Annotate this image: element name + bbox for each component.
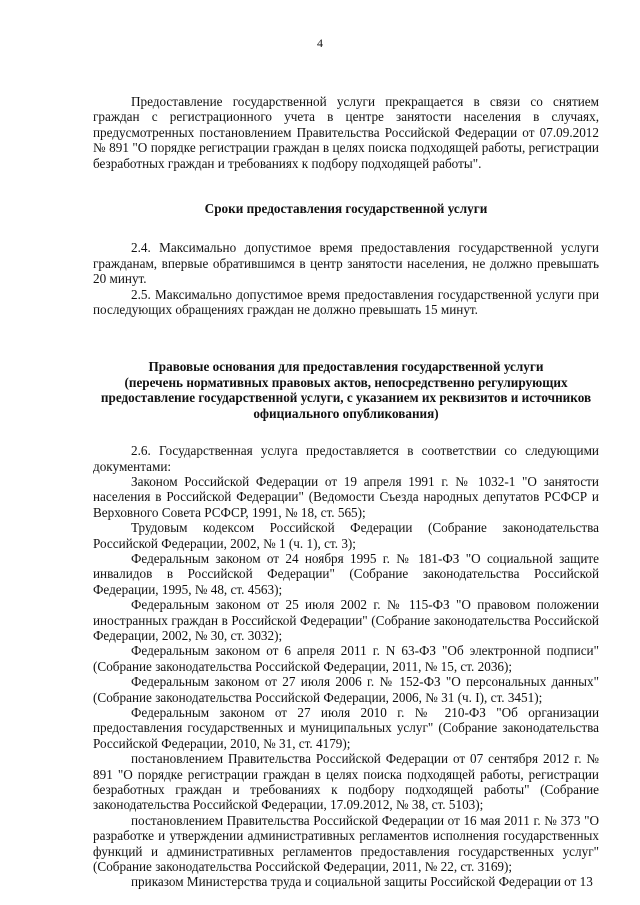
document-item: Трудовым кодексом Российской Федерации (Собрание законодательства Российской Федерации, 2002, № 1 (ч. 1), ст. 3); [93, 520, 599, 551]
document-body [93, 94, 599, 890]
document-item: Федеральным законом от 27 июля 2010 г. № 210-ФЗ "Об организации предоставления государственных и муниципальных услуг" (Собрание законодательства Российской Федерации, 2010, № 31, ст. 4179); [93, 705, 599, 751]
document-item: Федеральным законом от 25 июля 2002 г. № 115-ФЗ "О правовом положении иностранных граждан в Российской Федерации" (Собрание законодательства Российской Федерации, 2002, № 30, ст. 3032); [93, 597, 599, 643]
clause-2-6: 2.6. Государственная услуга предоставляется в соответствии со следующими документами: [93, 443, 599, 474]
clause-2-4: 2.4. Максимально допустимое время предоставления государственной услуги гражданам, впервые обратившимся в центр занятости населения, не должно превышать 20 минут. [93, 240, 599, 287]
document-item: приказом Министерства труда и социальной защиты Российской Федерации от 13 [131, 874, 593, 890]
clause-2-5: 2.5. Максимально допустимое время предоставления государственной услуги при последующих обращениях граждан не должно превышать 15 минут. [93, 286, 599, 318]
document-item: Федеральным законом от 6 апреля 2011 г. N 63-ФЗ "Об электронной подписи" (Собрание законодательства Российской Федерации, 2011, № 15, ст. 2036); [93, 643, 599, 674]
section-heading-terms: Сроки предоставления государственной услуги [204, 201, 488, 217]
heading-line: Правовые основания для предоставления государственной услуги [148, 359, 544, 375]
document-item: постановлением Правительства Российской Федерации от 16 мая 2011 г. № 373 "О разработке и утверждении административных регламентов исполнения государственных функций и административных регламентов предоставления государственных услуг" (Собрание законодательства Российской Федерации, 2011, № 22, ст. 3169); [93, 812, 599, 875]
heading-line: предоставление государственной услуги, с указанием их реквизитов и источников [100, 390, 592, 406]
document-item: Федеральным законом от 24 ноября 1995 г. № 181-ФЗ "О социальной защите инвалидов в Российской Федерации" (Собрание законодательства Российской Федерации, 1995, № 48, ст. 4563); [93, 550, 599, 597]
heading-line: официального опубликования) [253, 405, 439, 421]
page-number: 4 [317, 36, 323, 50]
document-item: Законом Российской Федерации от 19 апреля 1991 г. № 1032-1 "О занятости населения в Российской Федерации" (Ведомости Съезда народных депутатов РСФСР и Верховного Совета РСФСР, 1991, № 18, ст. 565); [93, 473, 599, 520]
heading-line: (перечень нормативных правовых актов, непосредственно регулирующих [124, 374, 568, 390]
document-item: постановлением Правительства Российской Федерации от 07 сентября 2012 г. № 891 "О порядке регистрации граждан в целях поиска подходящей работы, регистрации безработных граждан и требованиях к подбору подходящей работы" (Собрание законодательства Российской Федерации, 17.09.2012, № 38, ст. 5103); [93, 751, 599, 813]
section-heading-legal-basis [93, 359, 599, 421]
document-item: Федеральным законом от 27 июля 2006 г. № 152-ФЗ "О персональных данных" (Собрание законодательства Российской Федерации, 2006, № 31 (ч. I), ст. 3451); [93, 674, 599, 705]
intro-paragraph: Предоставление государственной услуги прекращается в связи со снятием граждан с регистрационного учета в центре занятости населения в случаях, предусмотренных постановлением Правительства Российской Федерации от 07.09.2012 № 891 "О порядке регистрации граждан в целях поиска подходящей работы, регистрации безработных граждан и требованиях к подбору подходящей работы". [93, 94, 599, 171]
